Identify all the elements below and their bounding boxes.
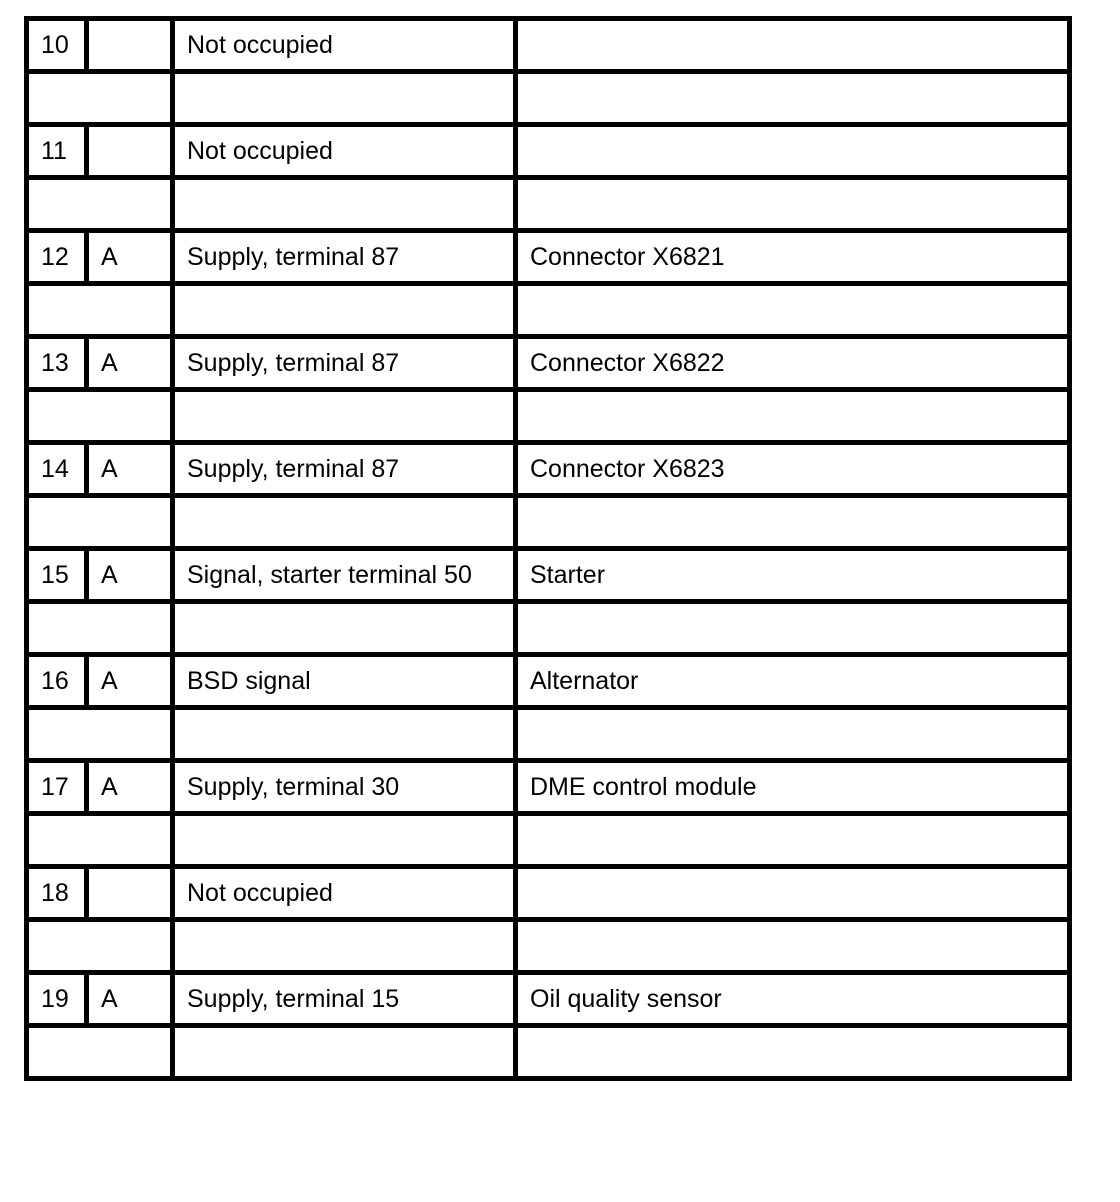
spacer-row xyxy=(27,390,1070,443)
pin-connection-cell xyxy=(516,19,1070,72)
pin-type-cell: A xyxy=(87,337,173,390)
empty-cell xyxy=(516,390,1070,443)
pin-description-cell: BSD signal xyxy=(173,655,516,708)
pin-description-cell: Not occupied xyxy=(173,19,516,72)
empty-cell xyxy=(516,602,1070,655)
pin-type-cell: A xyxy=(87,231,173,284)
empty-cell xyxy=(516,920,1070,973)
pin-connection-cell: Starter xyxy=(516,549,1070,602)
spacer-row xyxy=(27,284,1070,337)
pin-description-cell: Not occupied xyxy=(173,867,516,920)
pin-number-cell: 15 xyxy=(27,549,87,602)
spacer-row xyxy=(27,708,1070,761)
empty-cell xyxy=(173,814,516,867)
empty-cell xyxy=(516,72,1070,125)
pin-number-cell: 17 xyxy=(27,761,87,814)
spacer-row xyxy=(27,814,1070,867)
empty-cell xyxy=(173,72,516,125)
pin-connection-cell xyxy=(516,867,1070,920)
pin-type-cell xyxy=(87,19,173,72)
empty-cell xyxy=(173,920,516,973)
pin-description-cell: Not occupied xyxy=(173,125,516,178)
pin-table-body xyxy=(27,19,1070,1079)
empty-cell xyxy=(516,496,1070,549)
empty-cell xyxy=(27,284,173,337)
pin-type-cell: A xyxy=(87,655,173,708)
pin-description-cell: Supply, terminal 87 xyxy=(173,443,516,496)
pin-number-cell: 10 xyxy=(27,19,87,72)
pin-description-cell: Supply, terminal 30 xyxy=(173,761,516,814)
pin-type-cell: A xyxy=(87,761,173,814)
pin-description-cell: Signal, starter terminal 50 xyxy=(173,549,516,602)
pin-type-cell: A xyxy=(87,973,173,1026)
spacer-row xyxy=(27,1026,1070,1079)
pin-description-cell: Supply, terminal 87 xyxy=(173,231,516,284)
pin-row xyxy=(27,549,1070,602)
empty-cell xyxy=(173,1026,516,1079)
empty-cell xyxy=(173,284,516,337)
pin-row xyxy=(27,125,1070,178)
empty-cell xyxy=(516,284,1070,337)
pin-row xyxy=(27,19,1070,72)
spacer-row xyxy=(27,178,1070,231)
pin-number-cell: 18 xyxy=(27,867,87,920)
empty-cell xyxy=(27,920,173,973)
empty-cell xyxy=(173,602,516,655)
empty-cell xyxy=(27,708,173,761)
empty-cell xyxy=(516,178,1070,231)
spacer-row xyxy=(27,920,1070,973)
pin-row xyxy=(27,867,1070,920)
spacer-row xyxy=(27,72,1070,125)
empty-cell xyxy=(27,1026,173,1079)
pin-connection-cell xyxy=(516,125,1070,178)
spacer-row xyxy=(27,602,1070,655)
pin-connection-cell: Connector X6821 xyxy=(516,231,1070,284)
pin-description-cell: Supply, terminal 87 xyxy=(173,337,516,390)
empty-cell xyxy=(516,1026,1070,1079)
pin-number-cell: 19 xyxy=(27,973,87,1026)
pin-connection-cell: Alternator xyxy=(516,655,1070,708)
pin-number-cell: 14 xyxy=(27,443,87,496)
pin-number-cell: 16 xyxy=(27,655,87,708)
empty-cell xyxy=(173,178,516,231)
empty-cell xyxy=(27,496,173,549)
empty-cell xyxy=(173,390,516,443)
pin-row xyxy=(27,761,1070,814)
empty-cell xyxy=(173,496,516,549)
pin-connection-cell: Connector X6823 xyxy=(516,443,1070,496)
empty-cell xyxy=(27,72,173,125)
pin-number-cell: 13 xyxy=(27,337,87,390)
pin-row xyxy=(27,973,1070,1026)
empty-cell xyxy=(173,708,516,761)
pin-type-cell: A xyxy=(87,549,173,602)
pin-assignment-table xyxy=(24,16,1072,1081)
pin-row xyxy=(27,655,1070,708)
pin-row xyxy=(27,231,1070,284)
pin-connection-cell: DME control module xyxy=(516,761,1070,814)
empty-cell xyxy=(27,814,173,867)
pin-row xyxy=(27,337,1070,390)
pin-connection-cell: Oil quality sensor xyxy=(516,973,1070,1026)
spacer-row xyxy=(27,496,1070,549)
pin-row xyxy=(27,443,1070,496)
pin-connection-cell: Connector X6822 xyxy=(516,337,1070,390)
empty-cell xyxy=(516,708,1070,761)
pin-description-cell: Supply, terminal 15 xyxy=(173,973,516,1026)
pin-type-cell xyxy=(87,125,173,178)
pin-type-cell xyxy=(87,867,173,920)
empty-cell xyxy=(27,390,173,443)
empty-cell xyxy=(27,178,173,231)
pin-type-cell: A xyxy=(87,443,173,496)
empty-cell xyxy=(27,602,173,655)
empty-cell xyxy=(516,814,1070,867)
pin-number-cell: 12 xyxy=(27,231,87,284)
pin-number-cell: 11 xyxy=(27,125,87,178)
